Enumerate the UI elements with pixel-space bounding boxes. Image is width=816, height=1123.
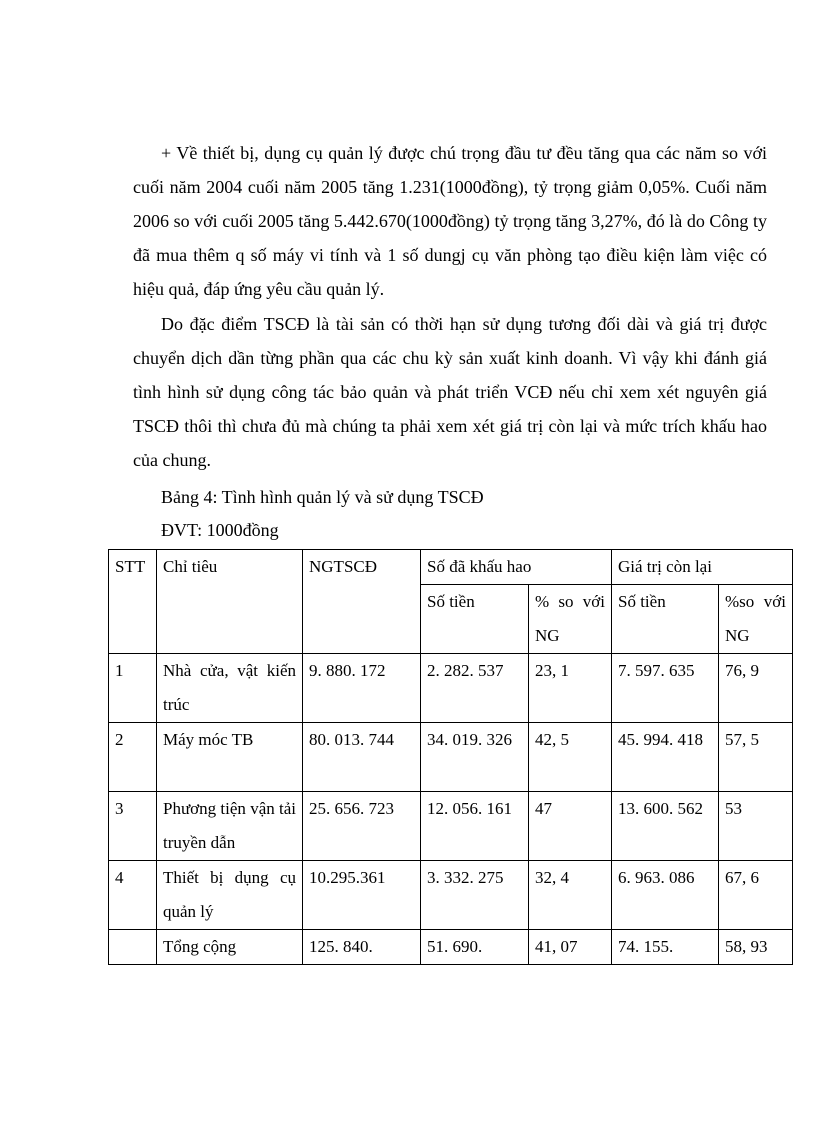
cell-stt: 2 <box>109 723 157 792</box>
table-total-row <box>109 930 793 965</box>
fixed-asset-table <box>108 549 793 965</box>
cell-cl-pct: 76, 9 <box>719 654 793 723</box>
paragraph-equipment <box>133 136 767 306</box>
cell-kh-pct: 47 <box>529 792 612 861</box>
header-con-lai: Giá trị còn lại <box>612 550 793 585</box>
cell-kh-tien: 12. 056. 161 <box>421 792 529 861</box>
cell-kh-tien: 3. 332. 275 <box>421 861 529 930</box>
cell-stt: 4 <box>109 861 157 930</box>
subheader-cl-pct: %so với NG <box>719 585 793 654</box>
total-kh-tien: 51. 690. <box>421 930 529 965</box>
cell-cl-pct: 53 <box>719 792 793 861</box>
cell-kh-tien: 34. 019. 326 <box>421 723 529 792</box>
header-stt: STT <box>109 550 157 654</box>
table-unit: ĐVT: 1000đồng <box>161 520 279 540</box>
total-stt <box>109 930 157 965</box>
cell-cl-tien: 13. 600. 562 <box>612 792 719 861</box>
cell-stt: 1 <box>109 654 157 723</box>
cell-ngtscd: 10.295.361 <box>303 861 421 930</box>
cell-kh-pct: 42, 5 <box>529 723 612 792</box>
cell-ngtscd: 9. 880. 172 <box>303 654 421 723</box>
subheader-kh-pct: % so với NG <box>529 585 612 654</box>
subheader-cl-so-tien: Số tiền <box>612 585 719 654</box>
header-ngtscd: NGTSCĐ <box>303 550 421 654</box>
total-label: Tổng cộng <box>157 930 303 965</box>
cell-ngtscd: 80. 013. 744 <box>303 723 421 792</box>
cell-cl-tien: 45. 994. 418 <box>612 723 719 792</box>
cell-ngtscd: 25. 656. 723 <box>303 792 421 861</box>
table-row <box>109 861 793 930</box>
total-ngtscd: 125. 840. <box>303 930 421 965</box>
cell-chi-tieu: Thiết bị dụng cụ quản lý <box>157 861 303 930</box>
table-row <box>109 723 793 792</box>
total-kh-pct: 41, 07 <box>529 930 612 965</box>
table-row <box>109 654 793 723</box>
table-row <box>109 792 793 861</box>
total-cl-pct: 58, 93 <box>719 930 793 965</box>
cell-kh-tien: 2. 282. 537 <box>421 654 529 723</box>
header-khau-hao: Số đã khấu hao <box>421 550 612 585</box>
cell-cl-tien: 7. 597. 635 <box>612 654 719 723</box>
cell-stt: 3 <box>109 792 157 861</box>
header-chi-tieu: Chỉ tiêu <box>157 550 303 654</box>
cell-kh-pct: 32, 4 <box>529 861 612 930</box>
total-cl-tien: 74. 155. <box>612 930 719 965</box>
cell-cl-pct: 67, 6 <box>719 861 793 930</box>
cell-chi-tieu: Nhà cửa, vật kiến trúc <box>157 654 303 723</box>
table-title: Bảng 4: Tình hình quản lý và sử dụng TSCĐ <box>161 487 484 507</box>
subheader-kh-so-tien: Số tiền <box>421 585 529 654</box>
paragraph-equipment-text: + Về thiết bị, dụng cụ quản lý được chú trọng đầu tư đều tăng qua các năm so với cuối năm 2004 cuối năm 2005 tăng 1.231(1000đồng), tỷ trọng giảm 0,05%. Cuối năm 2006 so với cuối 2005 tăng 5.442.670(1000đồng) tỷ trọng tăng 3,27%, đó là do Công ty đã mua thêm q số máy vi tính và 1 số dungj cụ văn phòng tạo điều kiện làm việc có hiệu quả, đáp ứng yêu cầu quản lý. <box>133 143 767 299</box>
cell-chi-tieu: Phương tiện vận tải truyền dẫn <box>157 792 303 861</box>
paragraph-fixed-assets <box>133 307 767 477</box>
paragraph-fixed-assets-text: Do đặc điểm TSCĐ là tài sản có thời hạn sử dụng tương đối dài và giá trị được chuyển dịch dần từng phần qua các chu kỳ sản xuất kinh doanh. Vì vậy khi đánh giá tình hình sử dụng công tác bảo quản và phát triển VCĐ nếu chỉ xem xét nguyên giá TSCĐ thôi thì chưa đủ mà chúng ta phải xem xét giá trị còn lại và mức trích khấu hao của chung. <box>133 314 767 470</box>
table-header-row <box>109 550 793 585</box>
cell-cl-tien: 6. 963. 086 <box>612 861 719 930</box>
cell-cl-pct: 57, 5 <box>719 723 793 792</box>
cell-kh-pct: 23, 1 <box>529 654 612 723</box>
cell-chi-tieu: Máy móc TB <box>157 723 303 792</box>
